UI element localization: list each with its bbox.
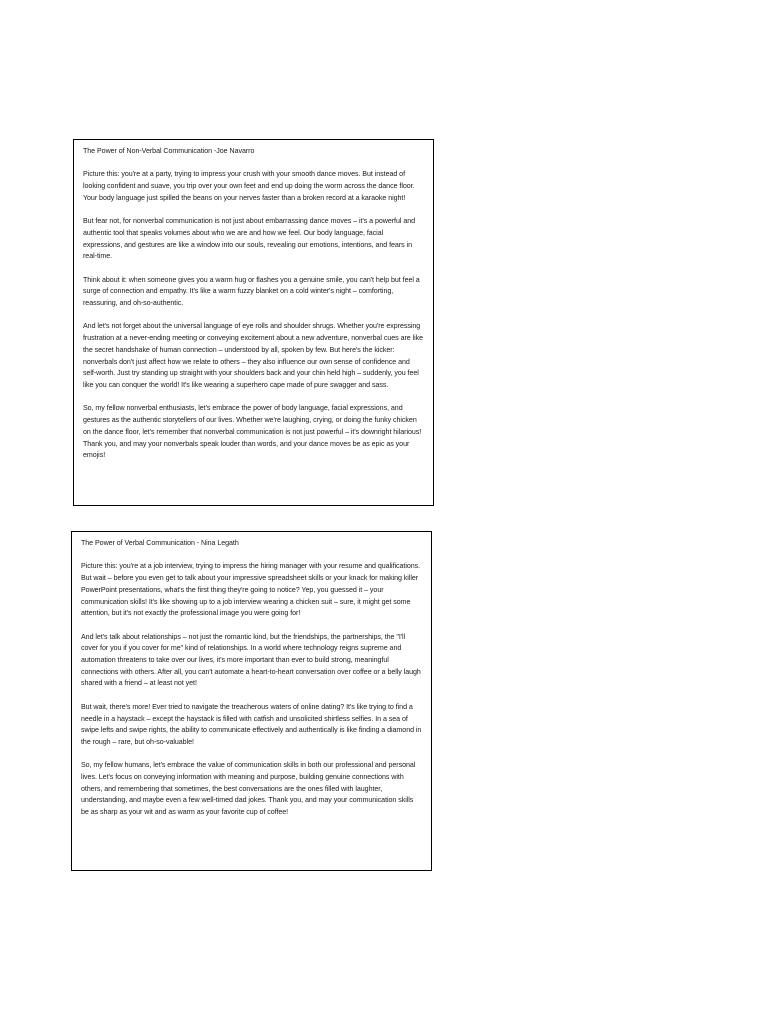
- verbal-communication-textbox: [71, 531, 432, 871]
- nonverbal-communication-title: The Power of Non-Verbal Communication -Joe Navarro: [83, 147, 255, 155]
- nonverbal-paragraph-1: Picture this: you're at a party, trying to impress your crush with your smooth dance moves. But instead of looking confident and suave, you trip over your own feet and end up doing the worm across the dance floor. Your body language just spilled the beans on your nerves faster than a broken record at a karaoke night!: [83, 170, 415, 202]
- verbal-communication-title: The Power of Verbal Communication - Nina Legath: [81, 539, 239, 547]
- verbal-paragraph-2: And let's talk about relationships – not just the romantic kind, but the friendships, the partnerships, the "I'll cover for you if you cover for me" kind of relationships. In a world where technology reigns supreme and automation threatens to take over our lives, it's more important than ever to build strong, meaningful connections with others. After all, you can't automate a heart-to-heart conversation over coffee or a belly laugh shared with a friend – at least not yet!: [81, 632, 421, 688]
- nonverbal-paragraph-5: So, my fellow nonverbal enthusiasts, let's embrace the power of body language, facial expressions, and gestures as the authentic storytellers of our lives. Whether we're laughing, crying, or doing the funky chicken on the dance floor, let's remember that nonverbal communication is not just powerful – it's downright hilarious! Thank you, and may your nonverbals speak louder than words, and your dance moves be as epic as your emojis!: [83, 404, 422, 460]
- nonverbal-paragraph-3: Think about it: when someone gives you a warm hug or flashes you a genuine smile, you can't help but feel a surge of connection and empathy. It's like a warm fuzzy blanket on a cold winter's night – comforting, reassuring, and oh-so-authentic.: [83, 275, 420, 308]
- nonverbal-paragraph-2: But fear not, for nonverbal communication is not just about embarrassing dance moves – it's a powerful and authentic tool that speaks volumes about who we are and how we feel. Our body language, facial expressions, and gestures are like a window into our souls, revealing our emotions, intentions, and fears in real-time.: [83, 217, 416, 261]
- verbal-paragraph-3: But wait, there's more! Ever tried to navigate the treacherous waters of online dating? It's like trying to find a needle in a haystack – except the haystack is filled with catfish and unsolicited shirtless selfies. In a sea of swipe lefts and swipe rights, the ability to communicate effectively and authentically is like finding a diamond in the rough – rare, but oh-so-valuable!: [81, 702, 422, 746]
- verbal-paragraph-4: So, my fellow humans, let's embrace the value of communication skills in both our professional and personal lives. Let's focus on conveying information with meaning and purpose, building genuine connections with others, and remembering that sometimes, the best conversations are the ones filled with laughter, understanding, and maybe even a few well-timed dad jokes. Thank you, and may your communication skills be as sharp as your wit and as warm as your favorite cup of coffee!: [81, 761, 416, 817]
- nonverbal-communication-textbox: [73, 139, 434, 506]
- nonverbal-paragraph-4: And let's not forget about the universal language of eye rolls and shoulder shrugs. Whether you're expressing frustration at a never-ending meeting or conveying excitement about a new adventure, nonverbal cues are like the secret handshake of human connection – understood by all, spoken by few. But here's the kicker: nonverbals don't just affect how we relate to others – they also influence our own sense of confidence and self-worth. Just try standing up straight with your shoulders back and your chin held high – suddenly, you feel like you can conquer the world! It's like wearing a superhero cape made of pure swagger and sass.: [83, 322, 424, 389]
- verbal-paragraph-1: Picture this: you're at a job interview, trying to impress the hiring manager with your resume and qualifications. But wait – before you even get to talk about your impressive spreadsheet skills or your knack for making killer PowerPoint presentations, what's the first thing they're going to notice? Yep, you guessed it – your communication skills! It's like showing up to a job interview wearing a chicken suit – sure, it might get some attention, but it's not exactly the professional image you were going for!: [81, 562, 421, 618]
